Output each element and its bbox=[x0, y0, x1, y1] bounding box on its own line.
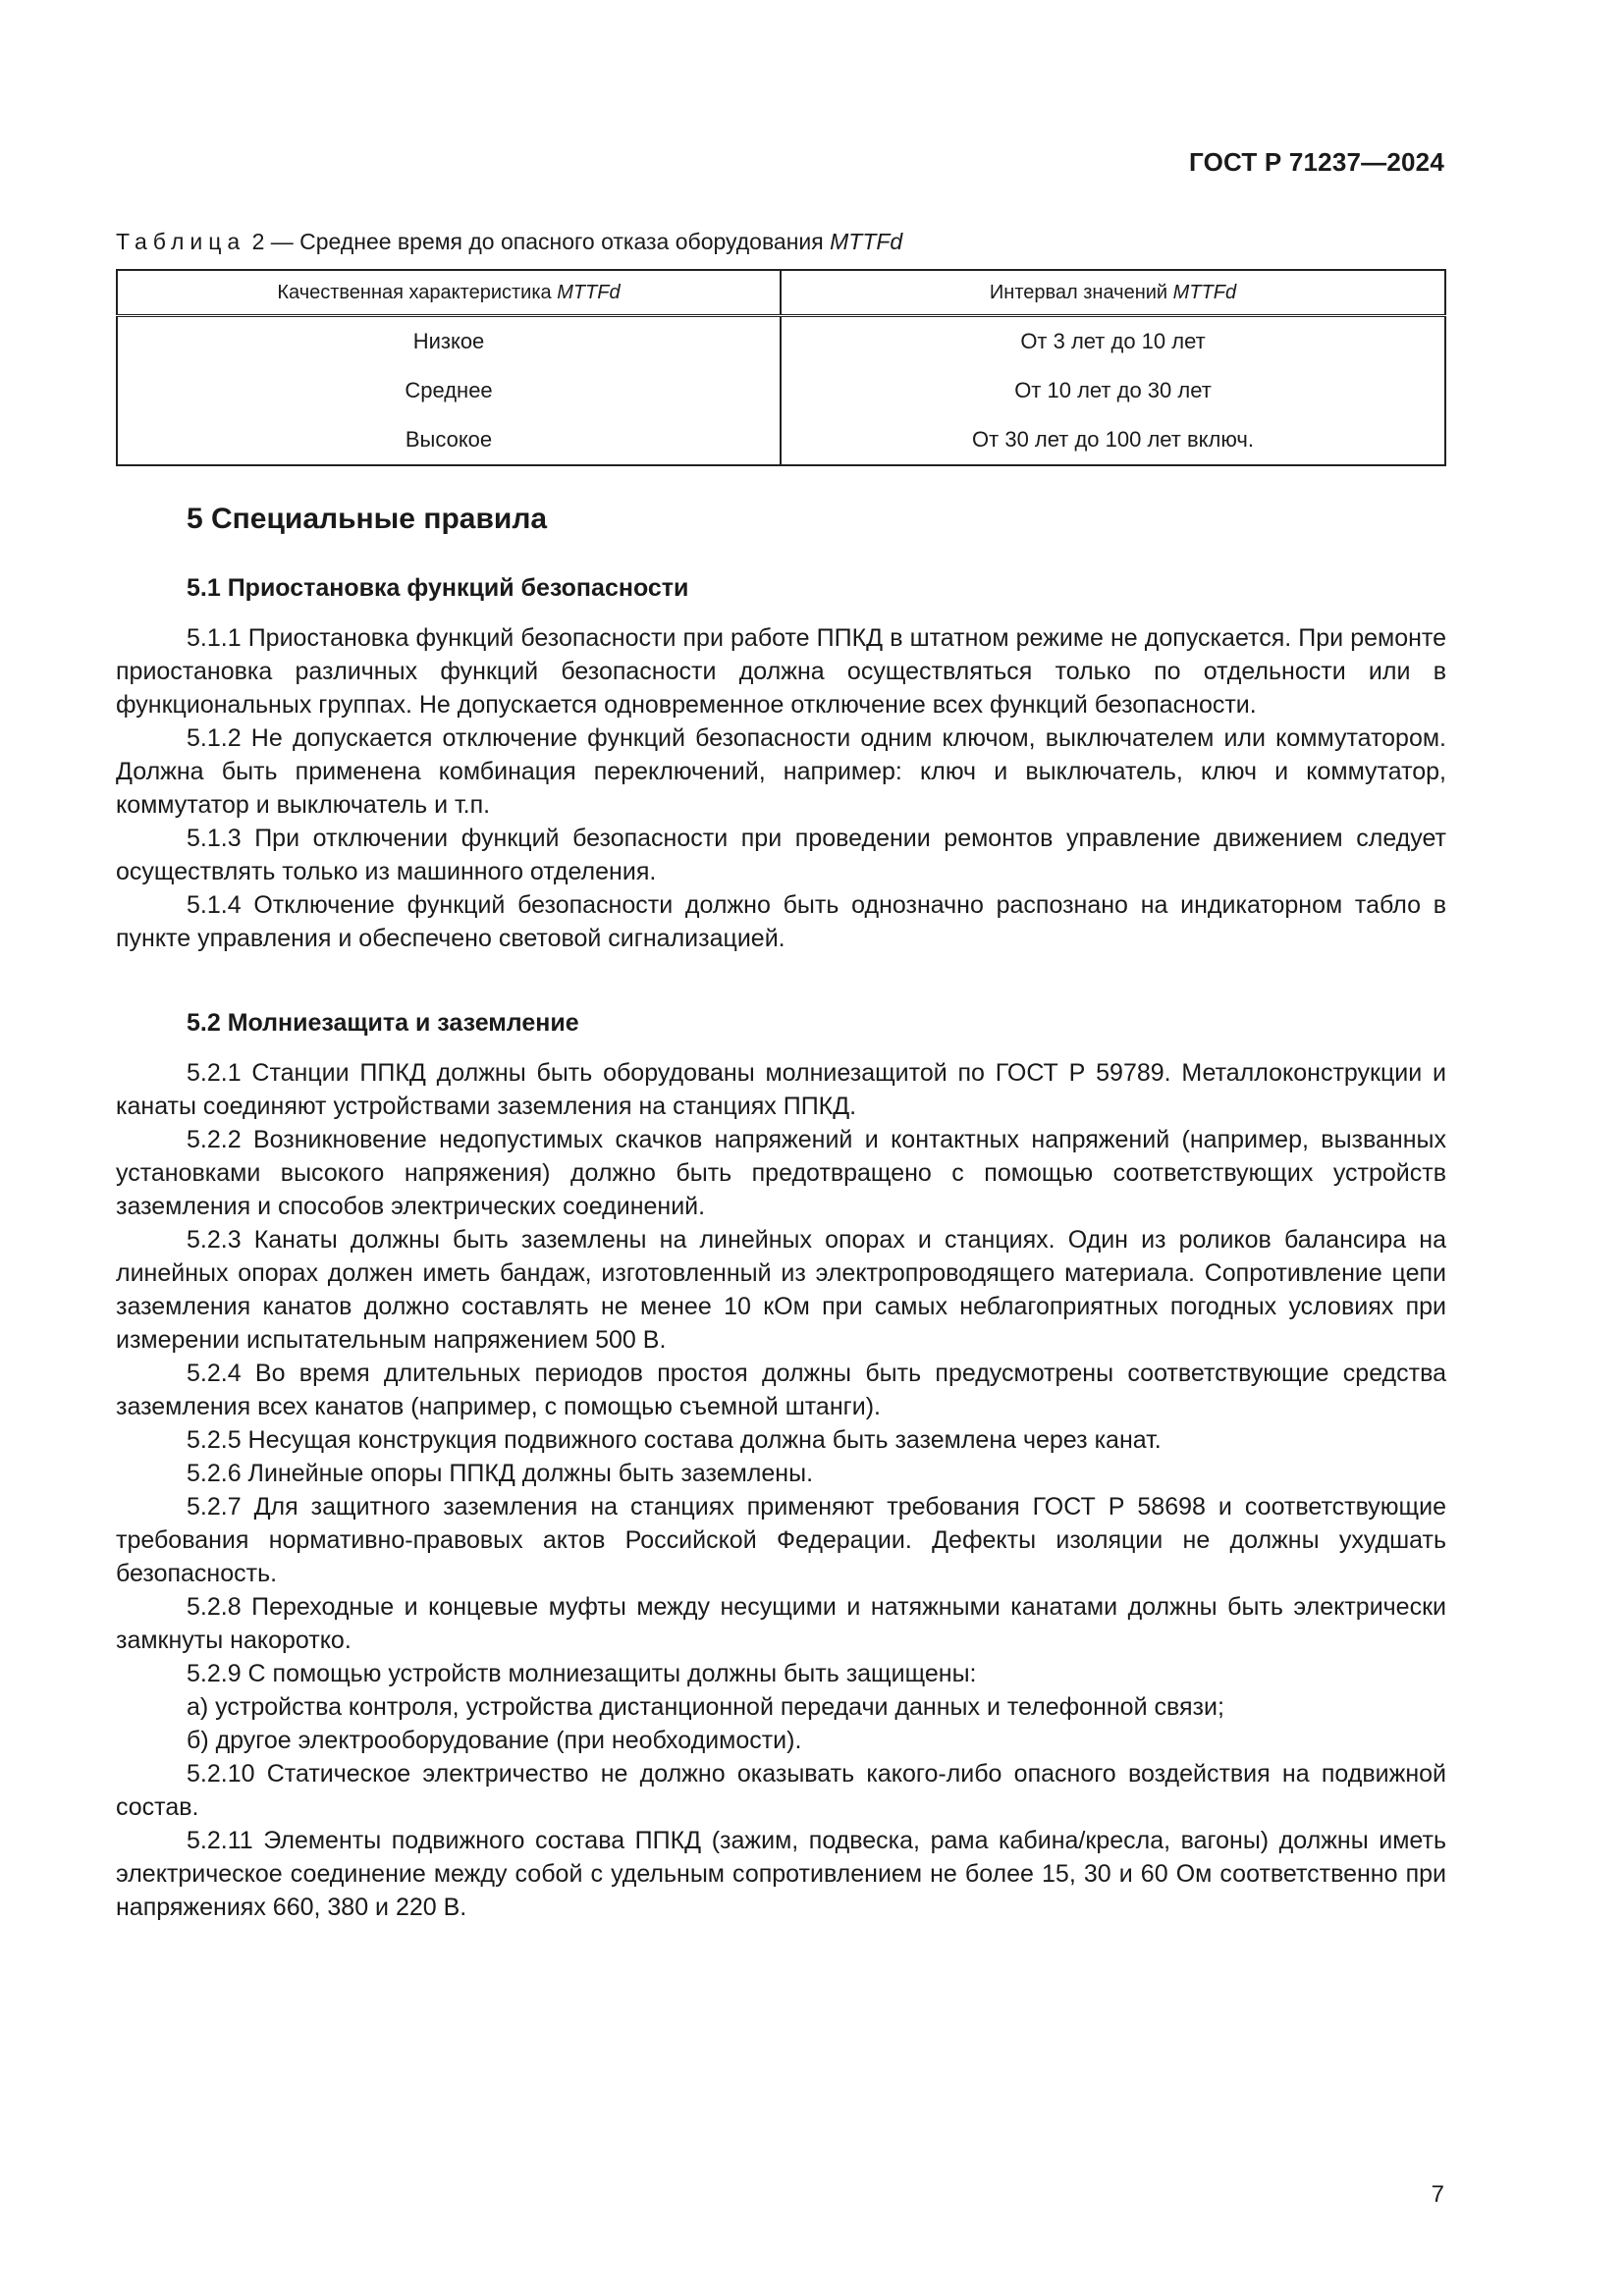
table-caption-text: 2 — Среднее время до опасного отказа оборудования bbox=[251, 229, 824, 254]
list-item-a: а) устройства контроля, устройства дистанционной передачи данных и телефонной связи; bbox=[187, 1693, 1224, 1721]
column-header-characteristic bbox=[117, 270, 781, 316]
table-row bbox=[117, 316, 1445, 367]
table-row bbox=[117, 366, 1445, 415]
table-header-row bbox=[117, 270, 1445, 316]
paragraph-5-2-8: 5.2.8 Переходные и концевые муфты между несущими и натяжными канатами должны быть электрически замкнуты накоротко. bbox=[116, 1593, 1446, 1654]
column-header-interval bbox=[781, 270, 1445, 316]
section-5-heading: 5 Специальные правила bbox=[187, 503, 548, 535]
paragraph-5-2-4: 5.2.4 Во время длительных периодов простоя должны быть предусмотрены соответствующие средства заземления всех канатов (например, с помощью съемной штанги). bbox=[116, 1360, 1446, 1420]
document-id-header: ГОСТ Р 71237—2024 bbox=[1189, 147, 1444, 177]
section-5-2-heading: 5.2 Молниезащита и заземление bbox=[187, 1009, 579, 1037]
section-5-1-heading: 5.1 Приостановка функций безопасности bbox=[187, 574, 689, 602]
paragraph-5-1-1: 5.1.1 Приостановка функций безопасности при работе ППКД в штатном режиме не допускается. При ремонте приостановка различных функций безопасности должна осуществляться только по отдельности или в функциональных группах. Не допускается одновременное отключение всех функций безопасности. bbox=[116, 624, 1446, 719]
column-header-term: MTTFd bbox=[1172, 281, 1237, 303]
table-row bbox=[117, 415, 1445, 465]
page-number: 7 bbox=[1431, 2181, 1444, 2208]
paragraph-5-2-2: 5.2.2 Возникновение недопустимых скачков напряжений и контактных напряжений (например, вызванных установками высокого напряжения) должно быть предотвращено с помощью соответствующих устройств заземления и способов электрических соединений. bbox=[116, 1126, 1446, 1220]
section-5-2-body bbox=[116, 1056, 1446, 1924]
table-cell-interval: От 3 лет до 10 лет bbox=[781, 316, 1445, 367]
table-cell-interval: От 10 лет до 30 лет bbox=[781, 366, 1445, 415]
column-header-characteristic-label: Качественная характеристика bbox=[277, 281, 552, 303]
table-caption-prefix: Таблица bbox=[116, 229, 246, 254]
paragraph-5-2-6: 5.2.6 Линейные опоры ППКД должны быть заземлены. bbox=[187, 1460, 814, 1487]
paragraph-5-2-10: 5.2.10 Статическое электричество не должно оказывать какого-либо опасного воздействия на подвижной состав. bbox=[116, 1760, 1446, 1821]
paragraph-5-1-2: 5.1.2 Не допускается отключение функций безопасности одним ключом, выключателем или коммутатором. Должна быть применена комбинация переключений, например: ключ и выключатель, ключ и коммутатор, коммутатор и выключатель и т.п. bbox=[116, 724, 1446, 819]
mttfd-table bbox=[116, 269, 1446, 466]
table-cell-level: Высокое bbox=[117, 415, 781, 465]
paragraph-5-2-5: 5.2.5 Несущая конструкция подвижного состава должна быть заземлена через канат. bbox=[187, 1426, 1162, 1454]
paragraph-5-2-3: 5.2.3 Канаты должны быть заземлены на линейных опорах и станциях. Один из роликов балансира на линейных опорах должен иметь бандаж, изготовленный из электропроводящего материала. Сопротивление цепи заземления канатов должно составлять не менее 10 кОм при самых неблагоприятных погодных условиях при измерении испытательным напряжением 500 В. bbox=[116, 1226, 1446, 1354]
section-5-1-body bbox=[116, 621, 1446, 955]
table-caption bbox=[116, 229, 902, 255]
paragraph-5-2-1: 5.2.1 Станции ППКД должны быть оборудованы молниезащитой по ГОСТ Р 59789. Металлоконструкции и канаты соединяют устройствами заземления на станциях ППКД. bbox=[116, 1059, 1446, 1120]
column-header-interval-label: Интервал значений bbox=[989, 281, 1168, 303]
paragraph-5-1-4: 5.1.4 Отключение функций безопасности должно быть однозначно распознано на индикаторном табло в пункте управления и обеспечено световой сигнализацией. bbox=[116, 891, 1446, 952]
list-item-b: б) другое электрооборудование (при необходимости). bbox=[187, 1727, 802, 1754]
table-caption-term: MTTFd bbox=[830, 229, 903, 254]
table-cell-interval: От 30 лет до 100 лет включ. bbox=[781, 415, 1445, 465]
table-cell-level: Низкое bbox=[117, 316, 781, 367]
paragraph-5-2-7: 5.2.7 Для защитного заземления на станциях применяют требования ГОСТ Р 58698 и соответствующие требования нормативно-правовых актов Российской Федерации. Дефекты изоляции не должны ухудшать безопасность. bbox=[116, 1493, 1446, 1587]
paragraph-5-1-3: 5.1.3 При отключении функций безопасности при проведении ремонтов управление движением следует осуществлять только из машинного отделения. bbox=[116, 825, 1446, 885]
paragraph-5-2-9: 5.2.9 С помощью устройств молниезащиты должны быть защищены: bbox=[187, 1660, 977, 1687]
column-header-term: MTTFd bbox=[557, 281, 621, 303]
table-cell-level: Среднее bbox=[117, 366, 781, 415]
paragraph-5-2-11: 5.2.11 Элементы подвижного состава ППКД (зажим, подвеска, рама кабина/кресла, вагоны) должны иметь электрическое соединение между собой с удельным сопротивлением не более 15, 30 и 60 Ом соответственно при напряжениях 660, 380 и 220 В. bbox=[116, 1827, 1446, 1921]
